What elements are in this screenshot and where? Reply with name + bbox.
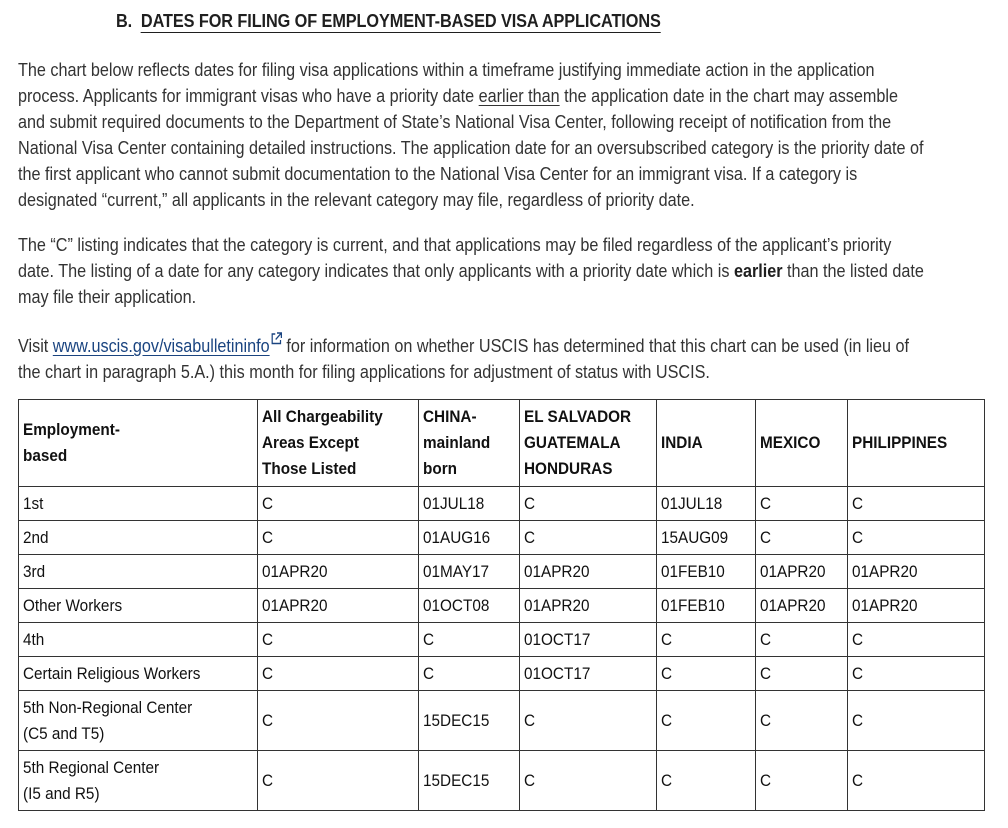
table-header-row [19,400,985,487]
date-cell: 01APR20 [258,555,419,589]
header-china: CHINA- mainland born [419,400,520,487]
category-cell: 3rd [19,555,258,589]
date-cell: 01APR20 [258,589,419,623]
table-body [19,487,985,811]
table-row [19,691,985,751]
date-cell: 01FEB10 [657,589,756,623]
date-cell: C [258,623,419,657]
table-row [19,555,985,589]
table-row [19,487,985,521]
date-cell: C [848,657,985,691]
section-title: DATES FOR FILING OF EMPLOYMENT-BASED VISA APPLICATIONS [140,10,661,31]
date-cell: 01APR20 [848,555,985,589]
date-cell: C [258,691,419,751]
table-row [19,657,985,691]
date-cell: C [756,521,848,555]
header-india: INDIA [657,400,756,487]
date-cell: C [756,657,848,691]
external-link-icon[interactable] [271,333,282,348]
section-letter: B. [116,10,133,31]
date-cell: C [419,623,520,657]
date-cell: 15DEC15 [419,691,520,751]
date-cell: C [520,521,657,555]
header-el-salvador: EL SALVADOR GUATEMALA HONDURAS [520,400,657,487]
date-cell: 01AUG16 [419,521,520,555]
date-cell: 15DEC15 [419,751,520,811]
date-cell: C [258,521,419,555]
category-cell: Certain Religious Workers [19,657,258,691]
date-cell: 15AUG09 [657,521,756,555]
header-employment-based: Employment- based [19,400,258,487]
date-cell: C [520,751,657,811]
date-cell: C [657,691,756,751]
category-cell: 5th Regional Center (I5 and R5) [19,751,258,811]
table-row [19,589,985,623]
header-all-chargeability: All Chargeability Areas Except Those Listed [258,400,419,487]
category-cell: 1st [19,487,258,521]
earlier-than-emphasis: earlier than [478,85,560,106]
date-cell: C [756,487,848,521]
date-cell: C [848,623,985,657]
date-cell: C [258,751,419,811]
category-cell: 5th Non-Regional Center (C5 and T5) [19,691,258,751]
date-cell: 01OCT17 [520,623,657,657]
date-cell: C [258,487,419,521]
date-cell: C [848,691,985,751]
date-cell: C [848,521,985,555]
date-cell: 01MAY17 [419,555,520,589]
date-cell: 01OCT08 [419,589,520,623]
date-cell: C [657,623,756,657]
earlier-emphasis: earlier [733,260,783,281]
date-cell: C [657,751,756,811]
uscis-visa-bulletin-link[interactable]: www.uscis.gov/visabulletininfo [52,335,270,357]
date-cell: C [756,623,848,657]
date-cell: C [419,657,520,691]
table-row [19,623,985,657]
date-cell: C [258,657,419,691]
employment-based-filing-dates-table [18,399,985,811]
date-cell: 01JUL18 [419,487,520,521]
intro-paragraph: The chart below reflects dates for filing visa applications within a timeframe justifying immediate action in the application process. Applicants for immigrant visas who have a priority date earlier than the application date in the chart may assemble and submit required documents to the Department of State’s National Visa Center, following receipt of notification from the National Visa Center containing detailed instructions. The application date for an oversubscribed category is the priority date of the first applicant who cannot submit documentation to the National Visa Center for an immigrant visa. If a category is designated “current,” all applicants in the relevant category may file, regardless of priority date. [18,59,924,210]
date-cell: 01APR20 [520,589,657,623]
date-cell: C [848,751,985,811]
header-philippines: PHILIPPINES [848,400,985,487]
category-cell: 2nd [19,521,258,555]
date-cell: 01JUL18 [657,487,756,521]
category-cell: Other Workers [19,589,258,623]
date-cell: 01APR20 [520,555,657,589]
date-cell: 01APR20 [756,555,848,589]
category-cell: 4th [19,623,258,657]
section-heading [116,10,661,32]
uscis-paragraph: Visit www.uscis.gov/visabulletininfo for information on whether USCIS has determined that this chart can be used (in lieu of the chart in paragraph 5.A.) this month for filing applications for adjustment of status with USCIS. [18,328,981,385]
current-listing-paragraph: The “C” listing indicates that the category is current, and that applications may be filed regardless of the applicant’s priority date. The listing of a date for any category indicates that only applicants with a priority date which is earlier than the listed date may file their application. [18,234,924,307]
date-cell: 01APR20 [848,589,985,623]
header-mexico: MEXICO [756,400,848,487]
date-cell: C [657,657,756,691]
date-cell: C [520,691,657,751]
date-cell: C [520,487,657,521]
date-cell: 01FEB10 [657,555,756,589]
date-cell: C [756,751,848,811]
date-cell: 01APR20 [756,589,848,623]
date-cell: C [848,487,985,521]
date-cell: 01OCT17 [520,657,657,691]
date-cell: C [756,691,848,751]
table-row [19,521,985,555]
table-row [19,751,985,811]
